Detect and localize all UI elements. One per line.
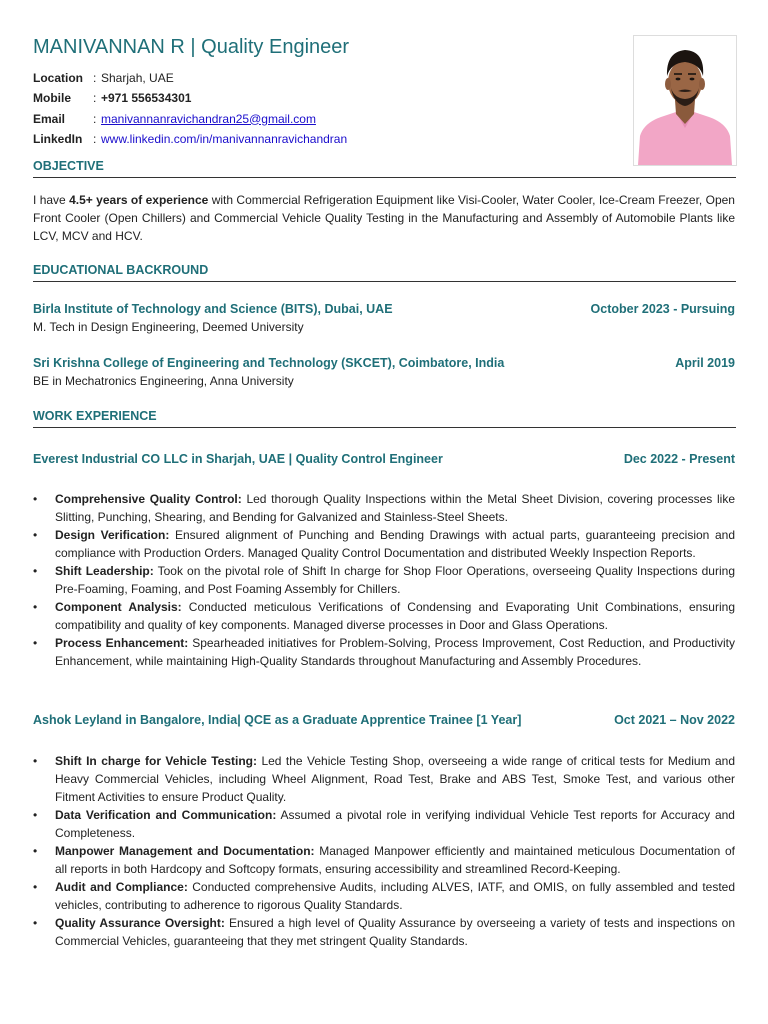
- bullet-text: Took on the pivotal role of Shift In charge for Shop Floor Operations, overseeing Quality Inspections during Pre-Foaming, Foaming, and Post Foaming Assembly for Chillers.: [55, 564, 735, 596]
- job-bullet: [33, 806, 735, 842]
- job-bullet: [33, 598, 735, 634]
- bullet-text: Managed Manpower efficiently and maintained meticulous Documentation of all reports in both Hardcopy and Softcopy formats, ensuring accessibility and streamlined Record-Keeping.: [55, 844, 735, 876]
- email-separator: :: [93, 111, 97, 126]
- objective-body: with Commercial Refrigeration Equipment like Visi-Cooler, Water Cooler, Ice-Cream Freezer, Open Front Cooler (Open Chillers) and Commercial Vehicle Quality Testing in the Manufacturing and Assembly of Automobile Plants like LCV, MCV and HCV.: [33, 193, 735, 243]
- education-entry-head: [33, 356, 735, 370]
- mobile-value: +971 556534301: [101, 91, 192, 106]
- job-date: Oct 2021 – Nov 2022: [614, 713, 735, 727]
- job-bullet: [33, 526, 735, 562]
- job-bullets: [33, 752, 735, 950]
- email-value: [101, 109, 316, 129]
- degree-text: BE in Mechatronics Engineering, Anna University: [33, 374, 294, 388]
- profile-photo: [633, 35, 737, 166]
- job-bullet: [33, 562, 735, 598]
- bullet-text: Conducted meticulous Verifications of Condensing and Evaporating Unit Combinations, ensuring compatibility and quality of key components. Managed diverse processes in Door and Glass Operations.: [55, 600, 735, 632]
- objective-intro: I have: [33, 193, 70, 207]
- bullet-label: Component Analysis:: [55, 600, 182, 614]
- education-date: April 2019: [675, 356, 735, 370]
- bullet-label: Design Verification:: [55, 528, 170, 542]
- objective-highlight: 4.5+ years of experience: [69, 193, 209, 207]
- education-entry: [33, 356, 735, 388]
- job-entry-head: [33, 452, 735, 466]
- institution-name: Sri Krishna College of Engineering and Technology (SKCET), Coimbatore, India: [33, 356, 505, 370]
- job-title: Everest Industrial CO LLC in Sharjah, UAE | Quality Control Engineer: [33, 452, 443, 466]
- bullet-text: Spearheaded initiatives for Problem-Solving, Process Improvement, Cost Reduction, and Productivity Enhancement, while maintaining High-Quality Standards throughout Manufacturing and Assembly Procedures.: [55, 636, 735, 668]
- education-heading: EDUCATIONAL BACKROUND: [33, 263, 736, 282]
- job-bullet: [33, 752, 735, 806]
- institution-name: Birla Institute of Technology and Science (BITS), Dubai, UAE: [33, 302, 393, 316]
- bullet-label: Audit and Compliance:: [55, 880, 188, 894]
- location-value: Sharjah, UAE: [101, 71, 174, 85]
- job-bullets: [33, 490, 735, 670]
- job-bullet: [33, 878, 735, 914]
- objective-heading: OBJECTIVE: [33, 159, 736, 178]
- job-date: Dec 2022 - Present: [623, 452, 735, 466]
- job-entry-head: [33, 713, 735, 727]
- degree-text: M. Tech in Design Engineering, Deemed University: [33, 320, 304, 334]
- resume-name-title: MANIVANNAN R | Quality Engineer: [33, 36, 350, 58]
- objective-text: [33, 191, 735, 245]
- location-separator: :: [93, 71, 97, 85]
- linkedin-value: [101, 129, 347, 149]
- bullet-label: Shift In charge for Vehicle Testing:: [55, 754, 258, 768]
- education-date: October 2023 - Pursuing: [590, 302, 735, 316]
- work-heading: WORK EXPERIENCE: [33, 409, 736, 428]
- job-bullet: [33, 490, 735, 526]
- bullet-label: Quality Assurance Oversight:: [55, 916, 225, 930]
- contact-block: [33, 68, 347, 149]
- job-title: Ashok Leyland in Bangalore, India| QCE as a Graduate Apprentice Trainee [1 Year]: [33, 713, 522, 727]
- linkedin-link[interactable]: www.linkedin.com/in/manivannanravichandran: [101, 131, 348, 146]
- mobile-label: Mobile: [33, 91, 71, 106]
- location-label: Location: [33, 71, 83, 85]
- bullet-label: Comprehensive Quality Control:: [55, 492, 242, 506]
- job-bullet: [33, 634, 735, 670]
- contact-location: [33, 68, 347, 88]
- job-heading-row: [33, 713, 735, 727]
- bullet-label: Data Verification and Communication:: [55, 808, 277, 822]
- bullet-text: Led thorough Quality Inspections within the Metal Sheet Division, covering processes like Slitting, Punching, Shearing, and Bending for Galvanized and Stainless-Steel Sheets.: [55, 492, 735, 524]
- linkedin-separator: :: [93, 131, 97, 146]
- bullet-text: Led the Vehicle Testing Shop, overseeing a wide range of critical tests for Medium and Heavy Commercial Vehicles, including Wheel Alignment, Road Test, Brake and ABS Test, Smoke Test, and various other Fitment Activities to ensure Product Quality.: [55, 754, 735, 804]
- email-label: Email: [33, 111, 66, 126]
- linkedin-label: LinkedIn: [33, 131, 83, 146]
- job-heading-row: [33, 452, 735, 466]
- bullet-text: Ensured alignment of Punching and Bending Drawings with actual parts, guaranteeing precision and compliance with Production Orders. Managed Quality Control Documentation and distributed Weekly Inspection Reports.: [55, 528, 736, 560]
- contact-email: [33, 109, 347, 129]
- bullet-label: Shift Leadership:: [55, 564, 154, 578]
- contact-linkedin: [33, 129, 347, 149]
- mobile-separator: :: [93, 91, 97, 106]
- profile-photo-icon: [634, 36, 736, 165]
- contact-mobile: [33, 88, 347, 108]
- bullet-label: Process Enhancement:: [55, 636, 189, 650]
- education-entry-head: [33, 302, 735, 316]
- bullet-text: Conducted comprehensive Audits, including ALVES, IATF, and OMIS, on fully assembled and tested vehicles, contributing to adherence to rigorous Quality Standards.: [55, 880, 736, 912]
- bullet-text: Assumed a pivotal role in verifying individual Vehicle Test reports for Accuracy and Completeness.: [55, 808, 735, 840]
- job-bullet: [33, 914, 735, 950]
- bullet-text: Ensured a high level of Quality Assurance by overseeing a variety of tests and inspections on Commercial Vehicles, guaranteeing that they met stringent Quality Standards.: [55, 916, 735, 948]
- bullet-label: Manpower Management and Documentation:: [55, 844, 315, 858]
- email-link[interactable]: manivannanravichandran25@gmail.com: [101, 111, 316, 126]
- job-bullet: [33, 842, 735, 878]
- education-entry: [33, 302, 735, 334]
